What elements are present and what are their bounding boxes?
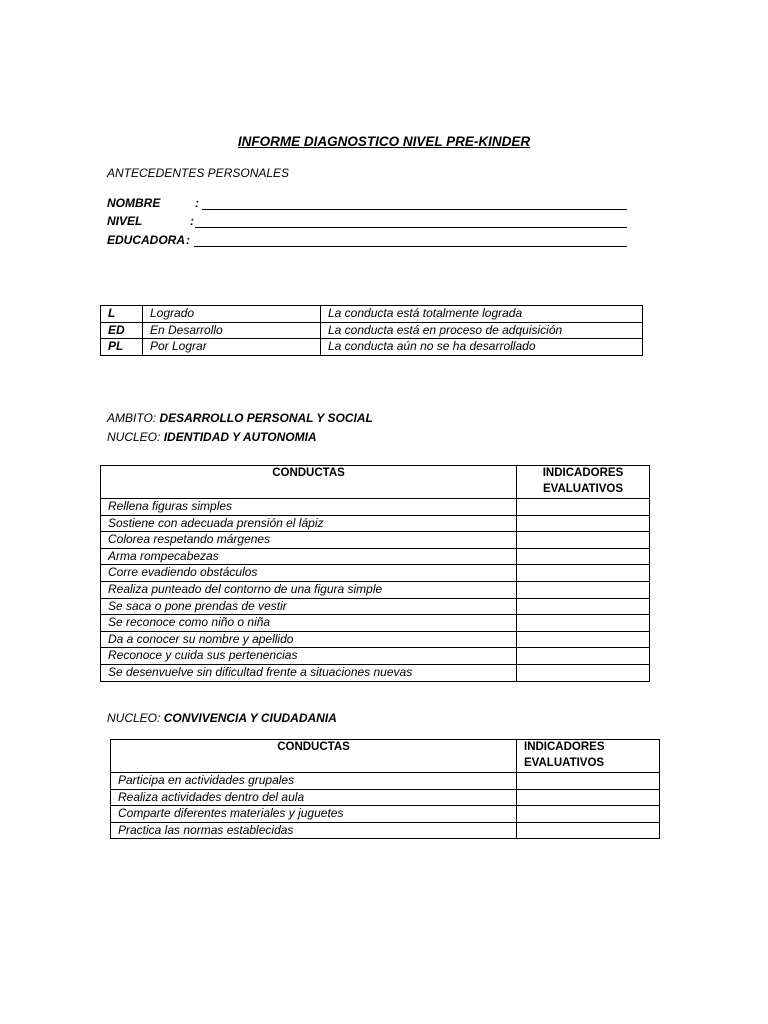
conducta-cell: Comparte diferentes materiales y juguetes bbox=[111, 806, 517, 823]
indicador-cell[interactable] bbox=[517, 598, 650, 615]
header-conductas: CONDUCTAS bbox=[111, 740, 517, 773]
table-row bbox=[111, 806, 660, 823]
conducta-cell: Corre evadiendo obstáculos bbox=[101, 565, 517, 582]
indicador-cell[interactable] bbox=[517, 822, 660, 839]
indicador-cell[interactable] bbox=[517, 499, 650, 516]
field-label: NOMBRE bbox=[107, 196, 161, 210]
table-row bbox=[101, 565, 650, 582]
legend-row bbox=[101, 322, 643, 339]
table-row bbox=[101, 631, 650, 648]
table-row bbox=[111, 822, 660, 839]
legend-description: La conducta está en proceso de adquisición bbox=[321, 322, 643, 339]
field-educadora[interactable] bbox=[107, 233, 627, 249]
field-colon: : bbox=[190, 214, 194, 228]
conducta-cell: Reconoce y cuida sus pertenencias bbox=[101, 648, 517, 665]
table-row bbox=[101, 615, 650, 632]
table-row bbox=[101, 648, 650, 665]
legend-description: La conducta está totalmente lograda bbox=[321, 306, 643, 323]
indicador-cell[interactable] bbox=[517, 648, 650, 665]
conducta-cell: Practica las normas establecidas bbox=[111, 822, 517, 839]
legend-code: L bbox=[101, 306, 143, 323]
field-colon: : bbox=[186, 233, 190, 247]
indicador-cell[interactable] bbox=[517, 631, 650, 648]
legend-table bbox=[100, 305, 643, 356]
nucleo1-line bbox=[107, 430, 317, 444]
table-row bbox=[101, 598, 650, 615]
field-label: EDUCADORA bbox=[107, 233, 185, 247]
conducta-cell: Se reconoce como niño o niña bbox=[101, 615, 517, 632]
indicador-cell[interactable] bbox=[517, 615, 650, 632]
legend-description: La conducta aún no se ha desarrollado bbox=[321, 339, 643, 356]
legend-code: PL bbox=[101, 339, 143, 356]
conductas-table-2 bbox=[110, 739, 660, 839]
field-nombre[interactable] bbox=[107, 196, 627, 212]
legend-name: Por Lograr bbox=[143, 339, 321, 356]
conducta-cell: Arma rompecabezas bbox=[101, 548, 517, 565]
header-indicadores-line2: EVALUATIVOS bbox=[524, 756, 605, 769]
table-row bbox=[101, 532, 650, 549]
table-header-row bbox=[101, 466, 650, 499]
nucleo2-value: CONVIVENCIA Y CIUDADANIA bbox=[163, 711, 337, 725]
table-row bbox=[101, 581, 650, 598]
nucleo2-label: NUCLEO: bbox=[107, 711, 161, 725]
field-underline[interactable] bbox=[195, 227, 627, 228]
ambito-label: AMBITO: bbox=[107, 411, 157, 425]
nucleo2-line bbox=[107, 711, 337, 725]
conducta-cell: Sostiene con adecuada prensión el lápiz bbox=[101, 515, 517, 532]
field-underline[interactable] bbox=[202, 209, 627, 210]
legend-name: En Desarrollo bbox=[143, 322, 321, 339]
section-personal-heading: ANTECEDENTES PERSONALES bbox=[107, 166, 290, 180]
table-row bbox=[101, 548, 650, 565]
nucleo1-value: IDENTIDAD Y AUTONOMIA bbox=[163, 430, 317, 444]
conducta-cell: Se saca o pone prendas de vestir bbox=[101, 598, 517, 615]
indicador-cell[interactable] bbox=[517, 548, 650, 565]
table-row bbox=[111, 773, 660, 790]
field-label: NIVEL bbox=[107, 214, 143, 228]
header-indicadores-line1: INDICADORES bbox=[542, 467, 624, 479]
field-colon: : bbox=[195, 196, 199, 210]
conducta-cell: Realiza actividades dentro del aula bbox=[111, 789, 517, 806]
indicador-cell[interactable] bbox=[517, 773, 660, 790]
conducta-cell: Rellena figuras simples bbox=[101, 499, 517, 516]
indicador-cell[interactable] bbox=[517, 806, 660, 823]
document-title: INFORME DIAGNOSTICO NIVEL PRE-KINDER bbox=[237, 134, 531, 149]
table-row bbox=[101, 499, 650, 516]
header-indicadores-line1: INDICADORES bbox=[524, 741, 605, 753]
indicador-cell[interactable] bbox=[517, 664, 650, 681]
table-row bbox=[111, 789, 660, 806]
nucleo1-label: NUCLEO: bbox=[107, 430, 161, 444]
indicador-cell[interactable] bbox=[517, 581, 650, 598]
conducta-cell: Se desenvuelve sin dificultad frente a situaciones nuevas bbox=[101, 664, 517, 681]
legend-name: Logrado bbox=[143, 306, 321, 323]
header-indicadores bbox=[517, 740, 660, 773]
legend-row bbox=[101, 339, 643, 356]
header-indicadores bbox=[517, 466, 650, 499]
legend-row bbox=[101, 306, 643, 323]
field-nivel[interactable] bbox=[107, 214, 627, 230]
indicador-cell[interactable] bbox=[517, 532, 650, 549]
indicador-cell[interactable] bbox=[517, 565, 650, 582]
table-header-row bbox=[111, 740, 660, 773]
indicador-cell[interactable] bbox=[517, 789, 660, 806]
header-indicadores-line2: EVALUATIVOS bbox=[542, 482, 624, 495]
header-conductas: CONDUCTAS bbox=[101, 466, 517, 499]
ambito-value: DESARROLLO PERSONAL Y SOCIAL bbox=[159, 411, 373, 425]
conducta-cell: Realiza punteado del contorno de una figura simple bbox=[101, 581, 517, 598]
conducta-cell: Participa en actividades grupales bbox=[111, 773, 517, 790]
table-row bbox=[101, 664, 650, 681]
conducta-cell: Da a conocer su nombre y apellido bbox=[101, 631, 517, 648]
table-row bbox=[101, 515, 650, 532]
field-underline[interactable] bbox=[194, 246, 627, 247]
ambito-line bbox=[107, 411, 373, 425]
conductas-table-1 bbox=[100, 465, 650, 682]
conducta-cell: Colorea respetando márgenes bbox=[101, 532, 517, 549]
legend-code: ED bbox=[101, 322, 143, 339]
indicador-cell[interactable] bbox=[517, 515, 650, 532]
